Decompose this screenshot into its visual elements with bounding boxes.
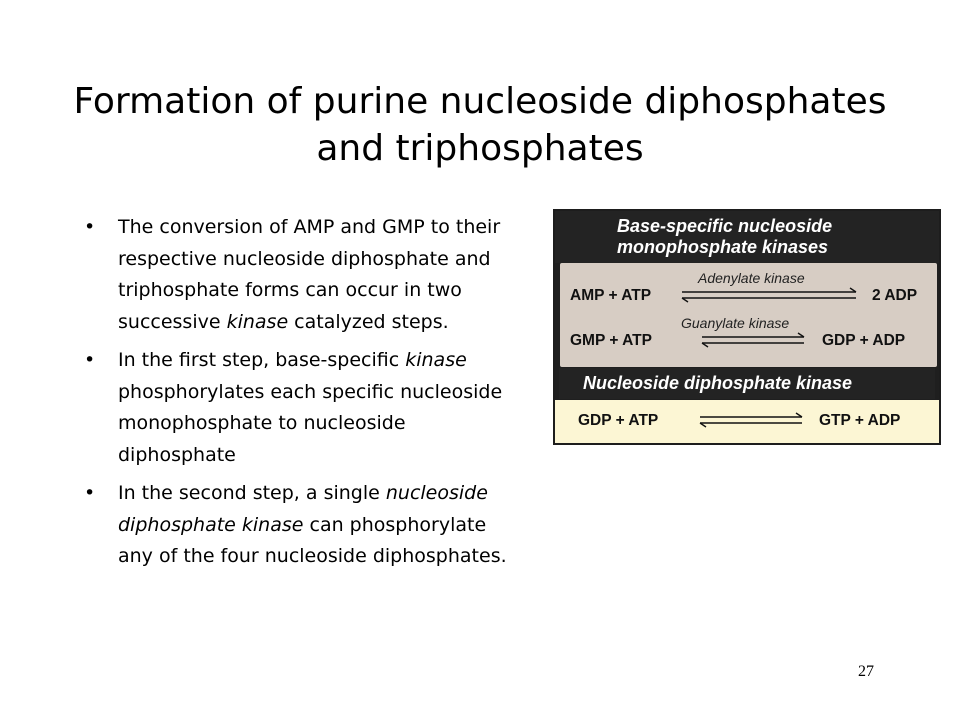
bullet-text: catalyzed steps. bbox=[288, 310, 449, 333]
bullet-emphasis: nucleoside diphosphate kinase bbox=[118, 482, 488, 536]
bullet-text: In the first step, base-specific bbox=[118, 349, 406, 371]
bullet-dot: • bbox=[84, 482, 96, 504]
reaction-right: GTP + ADP bbox=[819, 412, 901, 429]
reaction-right: 2 ADP bbox=[872, 287, 918, 304]
reaction-right: GDP + ADP bbox=[822, 332, 906, 349]
reaction-left: AMP + ATP bbox=[570, 287, 652, 304]
figure-header-monophosphate-kinases bbox=[555, 211, 939, 263]
reaction-left: GDP + ATP bbox=[578, 412, 659, 429]
bullet-text: In the second step, a single bbox=[118, 482, 386, 504]
bullet-text: The conversion of AMP and GMP to their respective nucleoside diphosphate and triphosphate forms can occur in two successive bbox=[118, 216, 501, 333]
monophosphate-kinase-panel bbox=[560, 263, 937, 367]
enzyme-label: Guanylate kinase bbox=[681, 315, 790, 331]
kinase-reaction-figure bbox=[553, 209, 941, 445]
figure-header-line: monophosphate kinases bbox=[617, 237, 829, 257]
equilibrium-arrow-icon bbox=[680, 287, 858, 303]
equilibrium-arrow-icon bbox=[698, 412, 804, 428]
bullet-text: can phosphorylate any of the four nucleoside diphosphates. bbox=[118, 513, 507, 567]
figure-header-line: Base-specific nucleoside bbox=[617, 216, 833, 236]
bullet-text: phosphorylates each specific nucleoside monophosphate to nucleoside diphosphate bbox=[118, 380, 503, 466]
bullet-emphasis: kinase bbox=[226, 310, 289, 333]
bullet-emphasis: kinase bbox=[405, 349, 467, 371]
bullet-item bbox=[84, 478, 524, 573]
bullet-dot: • bbox=[84, 216, 96, 238]
bullet-list bbox=[84, 212, 524, 580]
slide-number: 27 bbox=[858, 663, 874, 680]
equilibrium-arrow-icon bbox=[700, 332, 806, 348]
bullet-item bbox=[84, 212, 524, 338]
slide-title: Formation of purine nucleoside diphosphates and triphosphates bbox=[73, 81, 887, 169]
diphosphate-kinase-panel bbox=[555, 400, 939, 443]
bullet-item bbox=[84, 345, 524, 471]
bullet-dot: • bbox=[84, 349, 96, 371]
enzyme-label: Adenylate kinase bbox=[698, 270, 805, 286]
figure-header-diphosphate-kinase: Nucleoside diphosphate kinase bbox=[559, 368, 935, 399]
reaction-left: GMP + ATP bbox=[570, 332, 652, 349]
